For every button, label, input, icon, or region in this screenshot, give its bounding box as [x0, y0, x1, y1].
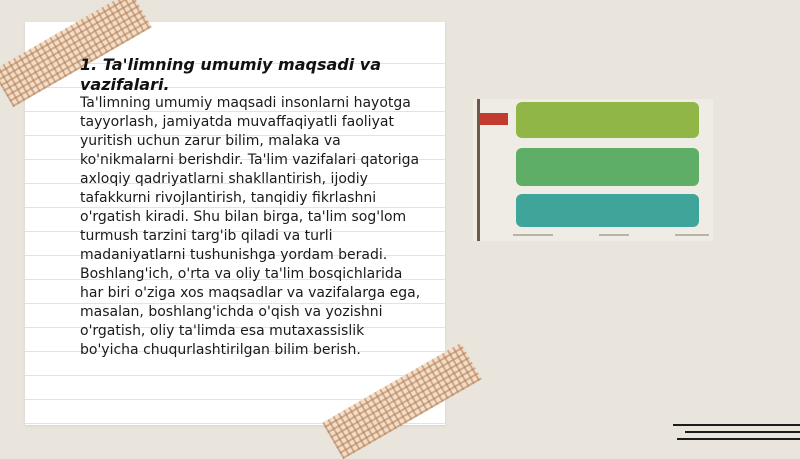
slide-heading: 1. Ta'limning umumiy maqsadi va vazifalari. [80, 55, 382, 94]
slide-body-text: Ta'limning umumiy maqsadi insonlarni hayotga tayyorlash, jamiyatda muvaffaqiyatli faoliyat yuritish uchun zarur bilim, malaka va ko'nikmalarni berishdir. Ta'lim vazifalari qatoriga axloqiy qadriyatlarni shakllantirish, ijodiy tafakkurni rivojlantirish, tanqidiy fikrlashni o'rgatish kiradi. Shu bilan birga, ta'lim sog'lom turmush tarzini targ'ib qiladi va turli madaniyatlarni tushunishga yordam beradi. Boshlang'ich, o'rta va oliy ta'lim bosqichlarida har biri o'ziga xos maqsadlar va vazifalarga ega, masalan, boshlang'ichda o'qish va yozishni o'rgatish, oliy ta'limda esa mutaxassislik bo'yicha chuqurlashtirilgan bilim berish. [80, 95, 421, 358]
diagram-box-1 [516, 102, 699, 138]
diagram-box-3 [516, 194, 699, 227]
signpost-diagram-image [473, 99, 713, 241]
red-flag-icon [480, 113, 508, 125]
diagram-box-2 [516, 148, 699, 186]
decorative-lines [673, 424, 800, 444]
diagram-footer [513, 230, 709, 239]
